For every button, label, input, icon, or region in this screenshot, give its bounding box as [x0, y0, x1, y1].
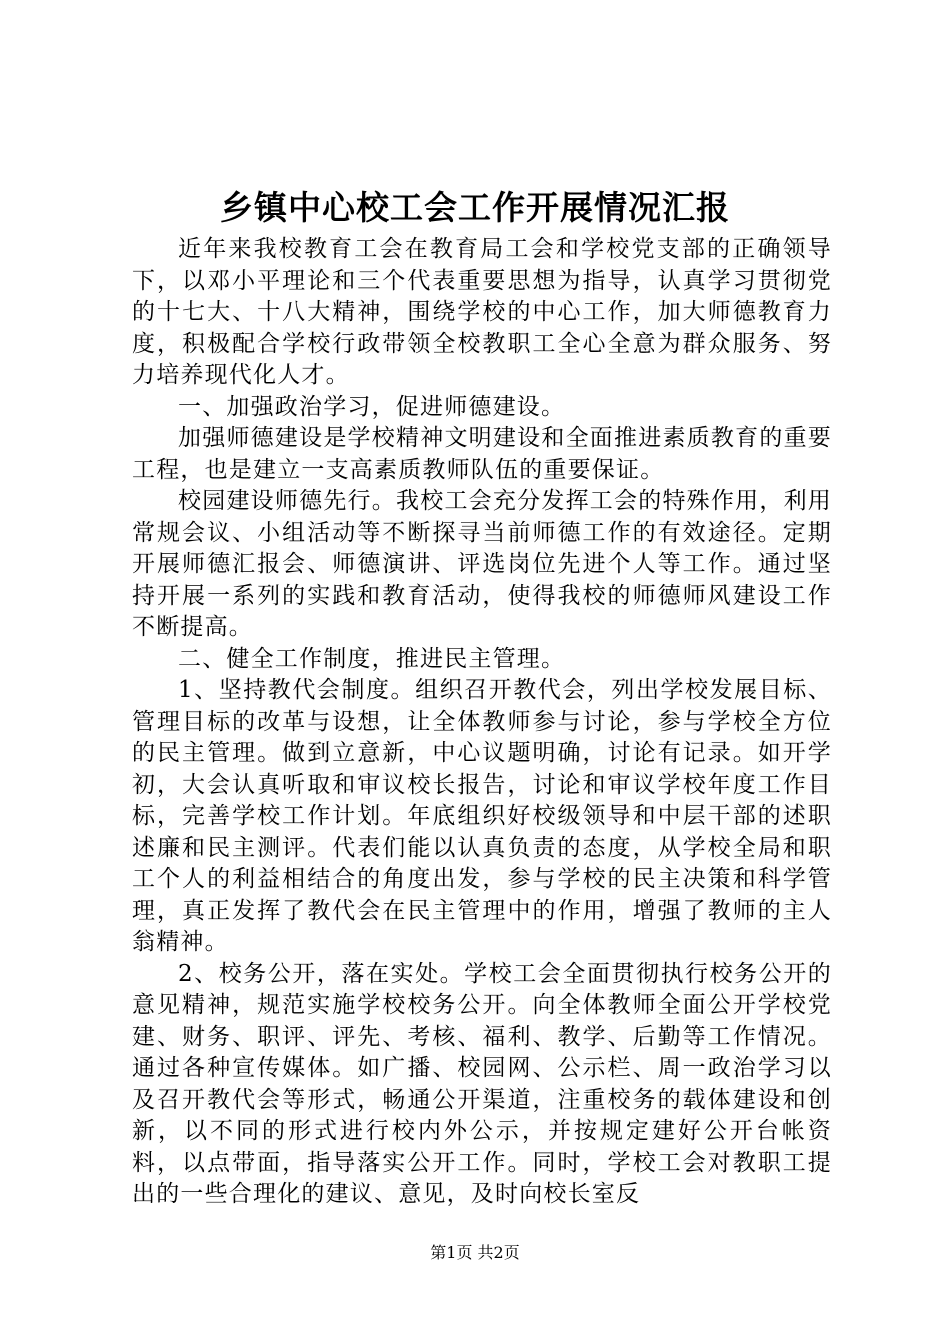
section-heading-1: 一、加强政治学习，促进师德建设。: [178, 393, 566, 420]
paragraph-intro: 近年来我校教育工会在教育局工会和学校党支部的正确领导下，以邓小平理论和三个代表重要思想为指导，认真学习贯彻党的十七大、十八大精神，围绕学校的中心工作，加大师德教育力度，积极配合学校行政带领全校教职工全心全意为群众服务、努力培养现代化人才。: [132, 236, 832, 388]
paragraph-school-affairs: 2、校务公开，落在实处。学校工会全面贯彻执行校务公开的意见精神，规范实施学校校务公开。向全体教师全面公开学校党建、财务、职评、评先、考核、福利、教学、后勤等工作情况。通过各种宣传媒体。如广播、校园网、公示栏、周一政治学习以及召开教代会等形式，畅通公开渠道，注重校务的载体建设和创新，以不同的形式进行校内外公示，并按规定建好公开台帐资料，以点带面，指导落实公开工作。同时，学校工会对教职工提出的一些合理化的建议、意见，及时向校长室反: [132, 960, 832, 1207]
page-footer: 第1页 共2页: [430, 1243, 520, 1262]
section-heading-2: 二、健全工作制度，推进民主管理。: [178, 645, 566, 672]
paragraph-campus-ethics: 校园建设师德先行。我校工会充分发挥工会的特殊作用，利用常规会议、小组活动等不断探寻当前师德工作的有效途径。定期开展师德汇报会、师德演讲、评选岗位先进个人等工作。通过坚持开展一系列的实践和教育活动，使得我校的师德师风建设工作不断提高。: [132, 488, 832, 640]
paragraph-teacher-ethics: 加强师德建设是学校精神文明建设和全面推进素质教育的重要工程，也是建立一支高素质教师队伍的重要保证。: [132, 425, 832, 483]
paragraph-congress-system: 1、坚持教代会制度。组织召开教代会，列出学校发展目标、管理目标的改革与设想，让全体教师参与讨论，参与学校全方位的民主管理。做到立意新，中心议题明确，讨论有记录。如开学初，大会认真听取和审议校长报告，讨论和审议学校年度工作目标，完善学校工作计划。年底组织好校级领导和中层干部的述职述廉和民主测评。代表们能以认真负责的态度，从学校全局和职工个人的利益相结合的角度出发，参与学校的民主决策和科学管理，真正发挥了教代会在民主管理中的作用，增强了教师的主人翁精神。: [132, 677, 832, 955]
document-body: [132, 234, 832, 1211]
document-title: 乡镇中心校工会工作开展情况汇报: [220, 188, 730, 227]
